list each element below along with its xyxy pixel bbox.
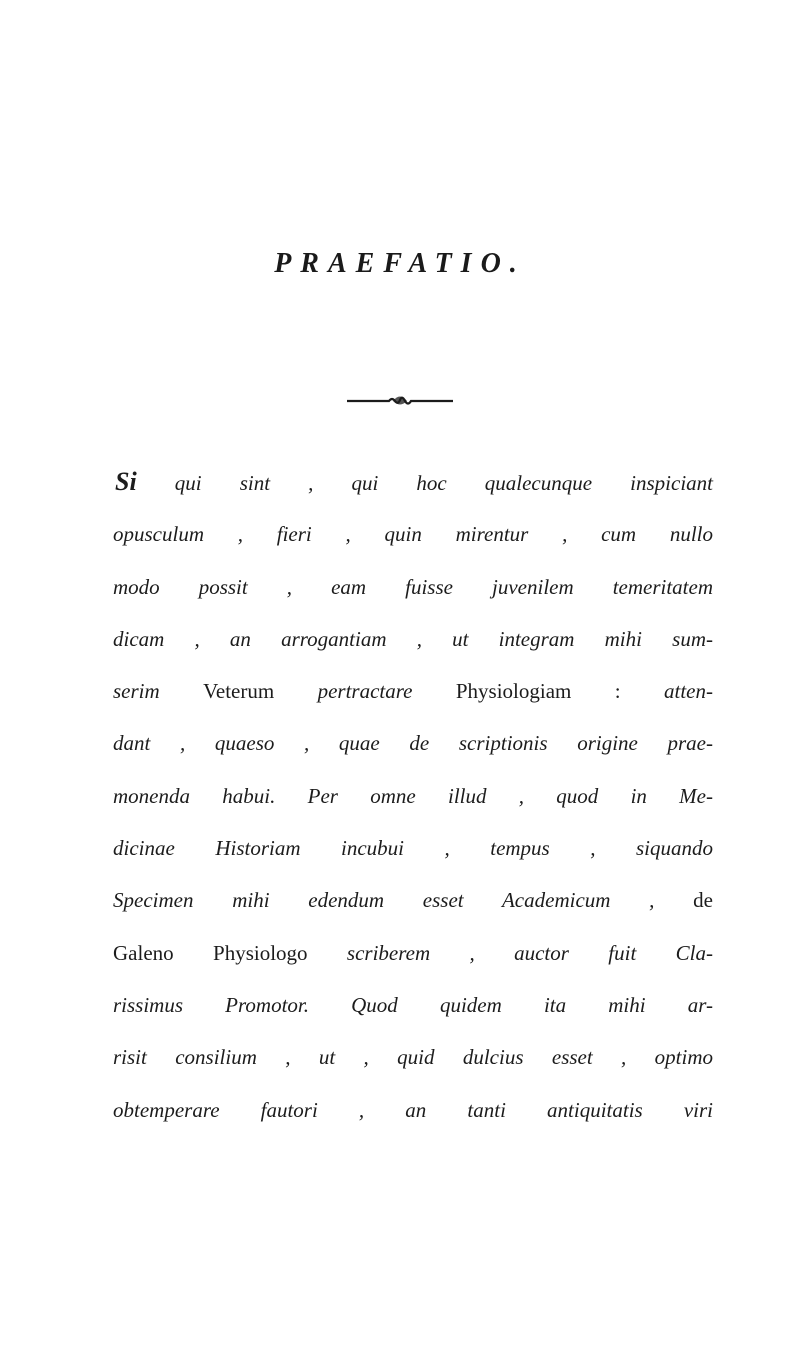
text-line: [113, 613, 713, 665]
text-segment: Specimen mihi edendum esset Academicum ,: [113, 888, 694, 913]
text-line: [113, 770, 713, 822]
text-line: [113, 456, 713, 508]
text-segment: atten-: [664, 679, 713, 704]
text-segment: risit consilium , ut , quid dulcius esset , optimo: [113, 1045, 713, 1070]
text-segment: modo possit , eam fuisse juvenilem temeritatem: [113, 574, 713, 599]
text-segment: qui sint , qui hoc qualecunque inspiciant: [136, 471, 713, 495]
text-line: [113, 1031, 713, 1083]
text-segment: de: [693, 888, 713, 913]
text-segment: rissimus Promotor. Quod quidem ita mihi ar-: [113, 992, 713, 1017]
text-line: [113, 561, 713, 613]
text-segment: pertractare: [317, 679, 456, 704]
text-segment: dant , quaeso , quae de scriptionis origine prae-: [113, 731, 713, 756]
ornament-icon: [345, 393, 455, 409]
text-segment: obtemperare fautori , an tanti antiquitatis viri: [113, 1097, 713, 1122]
initial-word: Si: [115, 467, 137, 496]
text-segment: scriberem , auctor fuit Cla-: [346, 940, 713, 965]
page-title: PRAEFATIO.: [274, 248, 526, 279]
text-segment: monenda habui. Per omne illud , quod in Me-: [113, 783, 713, 808]
text-line: [113, 874, 713, 926]
text-line: [113, 508, 713, 560]
text-line: [113, 665, 713, 717]
text-line: [113, 927, 713, 979]
preface-text: [113, 456, 713, 1136]
text-segment: serim: [113, 679, 204, 704]
text-segment: Veterum: [203, 679, 318, 704]
ornament-divider: [0, 393, 800, 409]
text-segment: dicam , an arrogantiam , ut integram mihi sum-: [113, 626, 713, 651]
text-line: [113, 717, 713, 769]
text-line: [113, 822, 713, 874]
text-segment: Physiologiam :: [455, 679, 665, 704]
text-segment: Galeno Physiologo: [113, 940, 347, 965]
text-segment: opusculum , fieri , quin mirentur , cum nullo: [113, 522, 713, 547]
text-line: [113, 979, 713, 1031]
text-line: [113, 1084, 713, 1136]
text-segment: dicinae Historiam incubui , tempus , siquando: [113, 836, 713, 861]
